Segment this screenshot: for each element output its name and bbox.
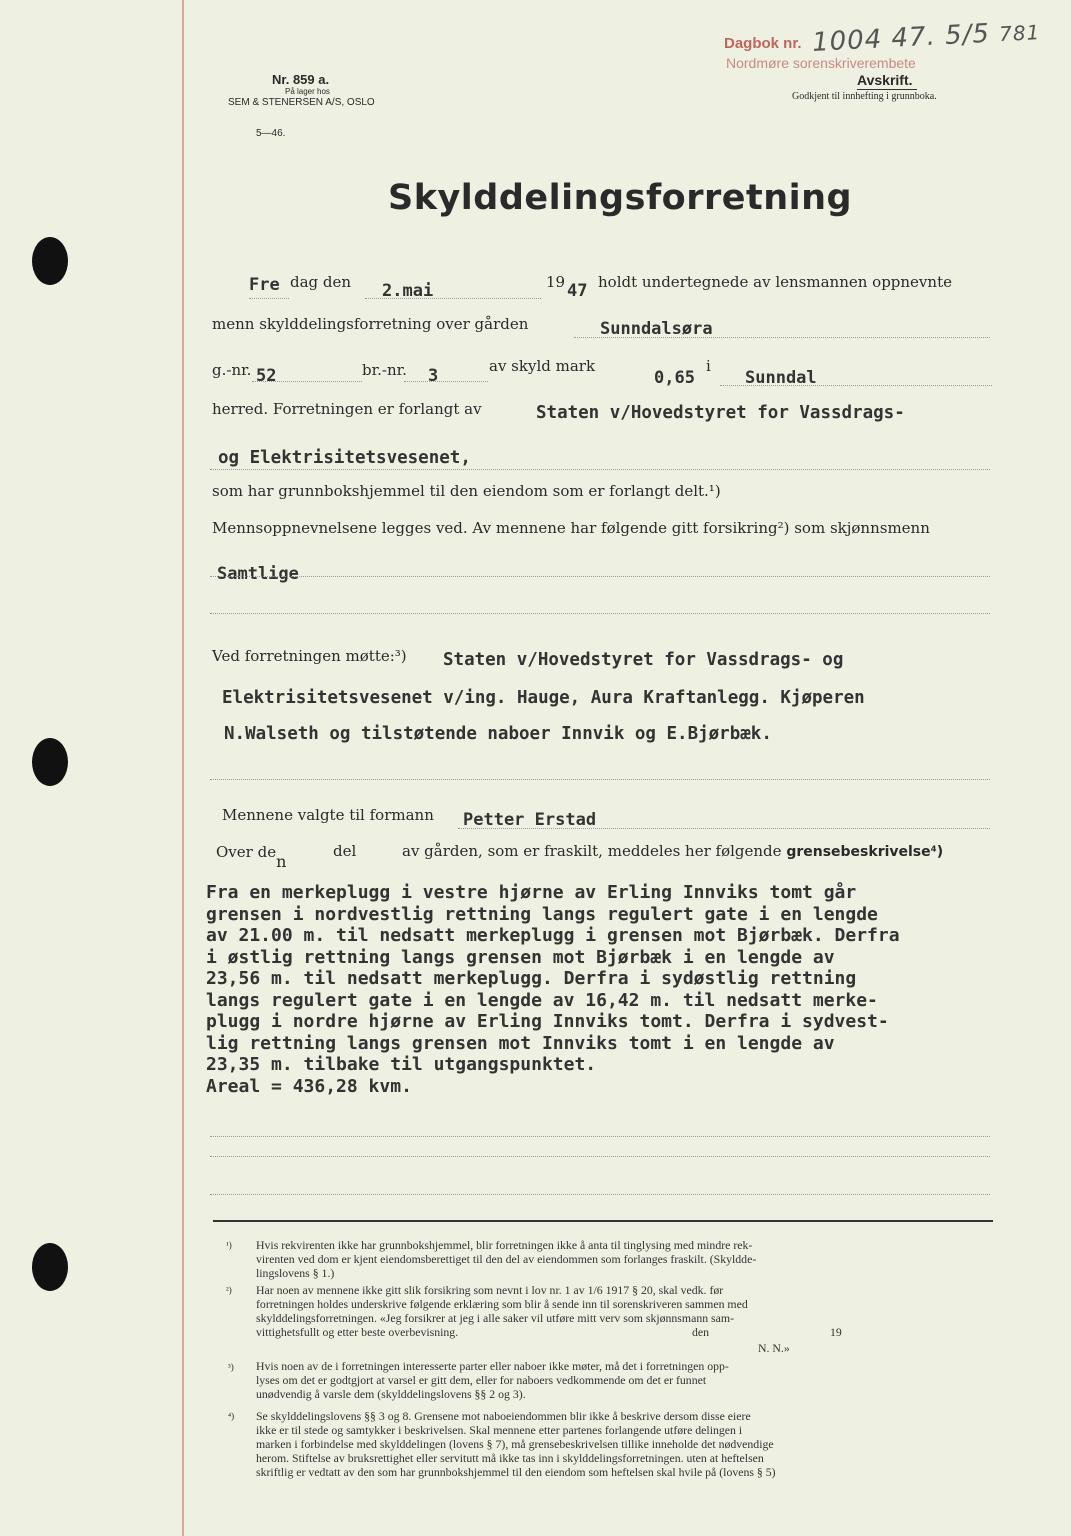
boundary-line: lig rettning langs grensen mot Innviks tomt i en lengde av (206, 1032, 835, 1054)
del-label: del (333, 842, 357, 860)
municipality: Sunndal (745, 368, 817, 388)
punch-hole (32, 237, 68, 285)
footnote-line: skylddelingsforretningen. «Jeg forsikrer at jeg i alle saker vil utføre mitt verv som skjønnsmann sam- (256, 1311, 734, 1325)
boundary-line: langs regulert gate i en lengde av 16,42 m. til nedsatt merke- (206, 989, 878, 1011)
handwritten-page: 781 (998, 20, 1041, 47)
dotted-line (210, 778, 990, 780)
avskrift-underline (857, 89, 917, 90)
footnote-line: vittighetsfullt og etter beste overbevisning. (256, 1325, 459, 1339)
dotted-line (210, 612, 990, 614)
boundary-line: i østlig rettning langs grensen mot Bjørbæk i en lengde av (206, 946, 835, 968)
footnote-line: herom. Stiftelse av bruksrettighet eller servitutt må ikke tas inn i skylddelingsforretningen. uten at heftelsen (256, 1451, 764, 1465)
farm-name: Sunndalsøra (600, 319, 713, 339)
footnote-line: forretningen holdes underskrive følgende erklæring som blir å sende inn til sorenskriveren sammen med (256, 1297, 748, 1311)
footnote-marker: ⁴) (228, 1411, 235, 1421)
boundary-bold-text: grensebeskrivelse⁴) (786, 844, 944, 860)
form-number: Nr. 859 a. (272, 72, 330, 87)
dotted-line (574, 336, 990, 338)
requester-line-2: og Elektrisitetsvesenet, (218, 448, 471, 468)
boundary-line: plugg i nordre hjørne av Erling Innviks tomt. Derfra i sydvest- (206, 1011, 889, 1032)
formann-name: Petter Erstad (463, 810, 597, 830)
footnote-line: marken i forbindelse med skylddelingen (lovens § 7), må grensebeskrivelsen tillike inneholde det nødvendige (256, 1437, 774, 1451)
formann-label: Mennene valgte til formann (222, 806, 434, 824)
dotted-line (210, 1155, 990, 1157)
century-label: 19 (546, 273, 566, 291)
handwritten-journal-number (811, 16, 1041, 58)
over-den-text: Over de (216, 843, 277, 861)
boundary-line: Fra en merkeplugg i vestre hjørne av Erling Innviks tomt går (206, 882, 857, 903)
dotted-line (210, 575, 990, 577)
footnote-line: lingslovens § 1.) (256, 1266, 335, 1280)
footnote-line: skriftlig er vedtatt av den som har grunnbokshjemmel til den eiendom som heftelsen skal hvile på (lovens § 5) (256, 1465, 776, 1479)
boundary-intro-text: av gården, som er fraskilt, meddeles her følgende (402, 842, 782, 860)
footnote-line: Har noen av mennene ikke gitt slik forsikring som nevnt i lov nr. 1 av 1/6 1917 § 20, skal vedk. før (256, 1283, 724, 1297)
dotted-line (210, 1135, 990, 1137)
footnote-line: Hvis noen av de i forretningen interesserte parter eller naboer ikke møter, må det i forretningen opp- (256, 1359, 729, 1373)
avskrift-heading: Avskrift. (857, 72, 913, 88)
attendance-label: Ved forretningen møtte:³) (212, 647, 407, 665)
dotted-line (365, 297, 541, 299)
footnote-marker: ¹) (226, 1240, 232, 1250)
dotted-line (720, 384, 992, 386)
boundary-line: 23,35 m. tilbake til utgangspunktet. (206, 1054, 597, 1075)
journal-label: Dagbok nr. (724, 35, 802, 52)
boundary-line: av 21.00 m. til nedsatt merkeplugg i grensen mot Bjørbæk. Derfra (206, 925, 900, 946)
punch-hole (32, 1243, 68, 1291)
line2-text: menn skylddelingsforretning over gården (212, 315, 529, 333)
footnote-4 (256, 1409, 1016, 1479)
footnote-2 (256, 1283, 1016, 1339)
skyld-label: av skyld mark (489, 357, 596, 375)
footnote-marker: ³) (228, 1362, 234, 1372)
dotted-line (249, 297, 289, 299)
attendance-line-2: Elektrisitetsvesenet v/ing. Hauge, Aura Kraftanlegg. Kjøperen (222, 688, 865, 708)
avskrift-note: Godkjent til innhefting i grunnboka. (792, 91, 937, 102)
requester-line-1: Staten v/Hovedstyret for Vassdrags- (536, 403, 905, 423)
date-value: 2.mai (382, 281, 434, 301)
publisher-date-code: 5—46. (256, 128, 286, 139)
gnr-value: 52 (256, 366, 277, 386)
publisher-stock-line: På lager hos (285, 87, 330, 96)
punch-hole (32, 738, 68, 786)
signature-den: den (692, 1325, 710, 1339)
journal-year-date: 47. 5/5 (890, 18, 991, 54)
bnr-label: br.-nr. (362, 361, 407, 379)
dotted-line (210, 468, 990, 470)
footnote-1 (256, 1238, 1016, 1280)
dag-den-label: dag den (290, 273, 352, 291)
herred-text: herred. Forretningen er forlangt av (212, 400, 482, 418)
i-label: i (706, 357, 711, 375)
footnote-line: ikke er til stede og samtykker i beskrivelsen. Skal mennene etter partenes forlangende utføre delingen i (256, 1423, 743, 1437)
forsikring-value: Samtlige (217, 564, 299, 584)
dotted-line (458, 827, 990, 829)
line1-text: holdt undertegnede av lensmannen oppnevnte (598, 273, 952, 291)
gnr-label: g.-nr. (212, 361, 252, 379)
footnote-line: Se skylddelingslovens §§ 3 og 8. Grensene mot naboeiendommen blir ikke å beskrive dersom disse eiere (256, 1409, 751, 1423)
skyld-value: 0,65 (654, 368, 695, 388)
dotted-line (252, 380, 362, 382)
footnote-line: virenten ved dom er kjent eiendomsberettiget til den del av eiendommen som forlanges fraskilt. (Skyldde- (256, 1252, 757, 1266)
signature-nn: N. N.» (758, 1341, 790, 1355)
margin-line (182, 0, 184, 1536)
journal-stamp (724, 35, 802, 52)
footnote-marker: ²) (226, 1285, 232, 1295)
boundary-line: Areal = 436,28 kvm. (206, 1075, 412, 1097)
footnote-separator (213, 1220, 993, 1222)
dotted-line (210, 1193, 990, 1195)
signature-century: 19 (830, 1325, 842, 1339)
page-title: Skylddelingsforretning (388, 178, 853, 218)
boundary-intro (402, 842, 943, 860)
attendance-line-1: Staten v/Hovedstyret for Vassdrags- og (443, 650, 844, 670)
attendance-line-3: N.Walseth og tilstøtende naboer Innvik og E.Bjørbæk. (224, 724, 772, 744)
n-mark: n (276, 852, 287, 871)
footnote-line: Hvis rekvirenten ikke har grunnbokshjemmel, blir forretningen ikke å anta til tinglysing med mindre rek- (256, 1238, 753, 1252)
weekday: Fre (249, 275, 280, 295)
publisher-company: SEM & STENERSEN A/S, OSLO (228, 97, 375, 108)
boundary-description (206, 882, 1046, 1097)
office-stamp: Nordmøre sorenskriverembete (726, 55, 916, 71)
menn-text: Mennsoppnevnelsene legges ved. Av mennene har følgende gitt forsikring²) som skjønnsmenn (212, 519, 930, 537)
dotted-line (404, 380, 488, 382)
over-den-label (216, 842, 287, 871)
boundary-line: 23,56 m. til nedsatt merkeplugg. Derfra i sydøstlig rettning (206, 968, 857, 989)
boundary-line: grensen i nordvestlig rettning langs regulert gate i en lengde (206, 903, 878, 925)
year-value: 47 (567, 281, 588, 301)
bnr-value: 3 (428, 366, 439, 386)
footnote-3 (256, 1359, 1016, 1401)
hjemmel-text: som har grunnbokshjemmel til den eiendom som er forlangt delt.¹) (212, 482, 721, 500)
journal-number: 1004 (811, 24, 884, 58)
footnote-line: lyses om det er godtgjort at varsel er gitt dem, eller for naboers vedkommende om det er funnet (256, 1373, 707, 1387)
footnote-line: unødvendig å varsle dem (skylddelingslovens §§ 2 og 3). (256, 1387, 526, 1401)
